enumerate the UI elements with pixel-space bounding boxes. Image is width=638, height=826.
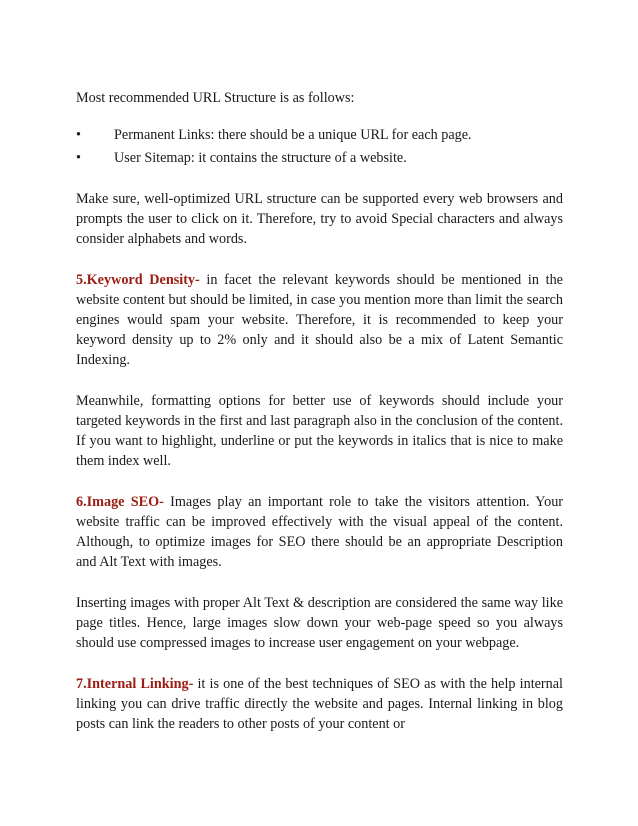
- list-item: [76, 125, 563, 145]
- url-structure-intro: Most recommended URL Structure is as follows:: [76, 90, 355, 106]
- list-item-text: Permanent Links: there should be a unique URL for each page.: [114, 127, 472, 143]
- formatting-paragraph: Meanwhile, formatting options for better use of keywords should include your targeted keywords in the first and last paragraph also in the conclusion of the content. If you want to highlight, underline or put the keywords in italics that is nice to make them index well.: [76, 393, 563, 469]
- internal-linking-text: it is one of the best techniques of SEO as with the help internal linking you can drive traffic directly the website and pages. Internal linking in blog posts can link the readers to other posts of your content or: [76, 676, 563, 732]
- keyword-density-paragraph: [76, 270, 563, 370]
- keyword-density-heading: 5.Keyword Density-: [76, 272, 200, 288]
- bullet-dot: •: [76, 150, 81, 166]
- keyword-density-text: in facet the relevant keywords should be mentioned in the website content but should be limited, in case you mention more than limit the search engines would spam your website. Therefore, it is recommended to keep your keyword density up to 2% only and it should also be a mix of Latent Semantic Indexing.: [76, 272, 563, 368]
- list-item: [76, 148, 563, 168]
- list-item-text: User Sitemap: it contains the structure of a website.: [114, 150, 407, 166]
- internal-linking-paragraph: [76, 674, 563, 734]
- image-seo-paragraph: [76, 492, 563, 572]
- url-structure-paragraph: Make sure, well-optimized URL structure can be supported every web browsers and prompts the user to click on it. Therefore, try to avoid Special characters and always consider alphabets and words.: [76, 191, 563, 247]
- url-structure-list: [76, 125, 563, 168]
- alt-text-paragraph: Inserting images with proper Alt Text & description are considered the same way like page titles. Hence, large images slow down your web-page speed so you always should use compressed images to increase user engagement on your webpage.: [76, 595, 563, 651]
- image-seo-heading: 6.Image SEO-: [76, 494, 164, 510]
- document-page: [76, 88, 563, 734]
- internal-linking-heading: 7.Internal Linking-: [76, 676, 194, 692]
- image-seo-text: Images play an important role to take the visitors attention. Your website traffic can be improved effectively with the visual appeal of the content. Although, to optimize images for SEO there should be an appropriate Description and Alt Text with images.: [76, 494, 564, 570]
- bullet-dot: •: [76, 127, 81, 143]
